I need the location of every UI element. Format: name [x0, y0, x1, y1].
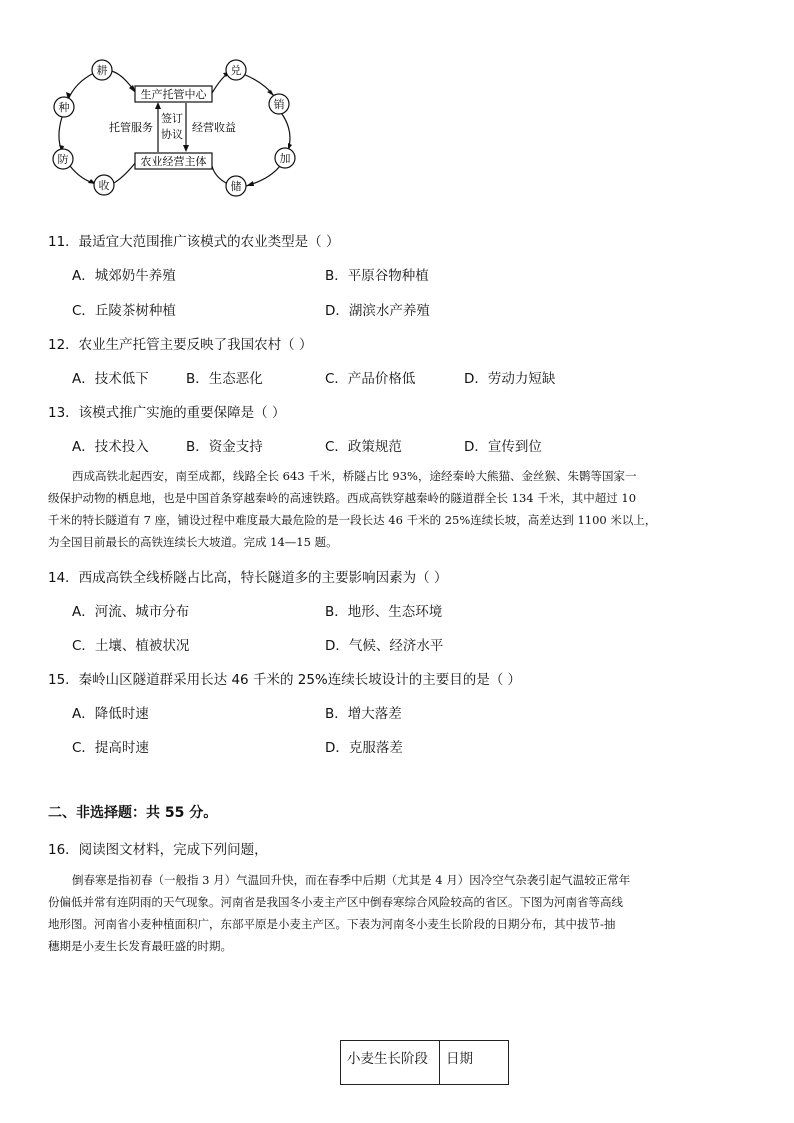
passage1-line: 千米的特长隧道有 7 座，铺设过程中难度最大最危险的是一段长达 46 千米的 25%连续长坡，高差达到 1100 米以上，: [48, 513, 657, 527]
node-shou: 收: [98, 179, 110, 192]
section2-title: 二、非选择题：共 55 分。: [48, 805, 218, 821]
q13-option-a[interactable]: A．技术投入: [72, 439, 149, 455]
q12-stem: 12．农业生产托管主要反映了我国农村（ ）: [48, 337, 313, 353]
node-geng: 耕: [96, 64, 108, 77]
q12-option-d[interactable]: D．劳动力短缺: [464, 371, 556, 387]
node-chu: 储: [230, 180, 242, 193]
q14-option-a[interactable]: A．河流、城市分布: [72, 604, 190, 620]
arrowhead: [246, 181, 254, 186]
down-arrowhead: [183, 145, 189, 152]
q14-option-d[interactable]: D．气候、经济水平: [325, 638, 444, 654]
passage1-line: 西成高铁北起西安，南至成都，线路全长 643 千米，桥隧占比 93%，途经秦岭大熊猫、金丝猴、朱鹮等国家一: [72, 469, 637, 483]
header-date: 日期: [446, 1051, 473, 1067]
q13-option-b[interactable]: B．资金支持: [186, 439, 263, 455]
q14-stem: 14．西成高铁全线桥隧占比高，特长隧道多的主要影响因素为（ ）: [48, 570, 448, 586]
left-loop-arc: [112, 162, 136, 184]
top-box-label: 生产托管中心: [140, 88, 207, 101]
node-jia: 加: [279, 152, 291, 165]
left-label: 托管服务: [109, 121, 153, 134]
up-arrowhead: [155, 102, 161, 109]
q12-option-a[interactable]: A．技术低下: [72, 371, 149, 387]
middle-label-2: 协议: [161, 128, 183, 141]
q11-option-b[interactable]: B．平原谷物种植: [325, 268, 429, 284]
q16-stem: 16．阅读图文材料，完成下列问题，: [48, 842, 268, 858]
node-dui: 兑: [230, 64, 242, 77]
q15-option-b[interactable]: B．增大落差: [325, 706, 402, 722]
q16-line: 穗期是小麦生长发育最旺盛的时期。: [48, 939, 232, 953]
q11-stem: 11．最适宜大范围推广该模式的农业类型是（ ）: [48, 234, 340, 250]
q14-option-b[interactable]: B．地形、生态环境: [325, 604, 443, 620]
q12-option-c[interactable]: C．产品价格低: [325, 371, 416, 387]
middle-label-1: 签订: [161, 112, 183, 125]
passage1-line: 级保护动物的栖息地，也是中国首条穿越秦岭的高速铁路。西成高铁穿越秦岭的隧道群全长 134 千米，其中超过 10: [48, 491, 637, 505]
q11-option-c[interactable]: C．丘陵茶树种植: [72, 303, 176, 319]
q13-option-d[interactable]: D．宣传到位: [464, 439, 542, 455]
q16-line: 份偏低并常有连阴雨的天气现象。河南省是我国冬小麦主产区中倒春寒综合风险较高的省区。下图为河南省等高线: [48, 895, 623, 909]
table-header-cell: [341, 1041, 440, 1085]
passage1-line: 为全国目前最长的高铁连续长大坡道。完成 14—15 题。: [48, 535, 338, 549]
table-header-row: [341, 1041, 509, 1085]
q12-option-b[interactable]: B．生态恶化: [186, 371, 263, 387]
q15-stem: 15．秦岭山区隧道群采用长达 46 千米的 25%连续长坡设计的主要目的是（ ）: [48, 672, 522, 688]
q14-option-c[interactable]: C．土壤、植被状况: [72, 638, 190, 654]
wheat-stage-table: [340, 1040, 509, 1085]
q11-option-d[interactable]: D．湖滨水产养殖: [325, 303, 430, 319]
header-stage: 小麦生长阶段: [347, 1051, 428, 1067]
node-zhong: 种: [58, 101, 70, 114]
q13-option-c[interactable]: C．政策规范: [325, 439, 402, 455]
right-loop-arc: [212, 166, 228, 184]
arrowhead: [267, 90, 274, 96]
node-xiao: 销: [273, 98, 285, 111]
q11-option-a[interactable]: A．城郊奶牛养殖: [72, 268, 176, 284]
q16-line: 倒春寒是指初春（一般指 3 月）气温回升快，而在春季中后期（尤其是 4 月）因冷空气杂袭引起气温较正常年: [72, 873, 631, 887]
left-loop-arc: [68, 73, 94, 100]
table-header-cell: [440, 1041, 509, 1085]
q15-option-c[interactable]: C．提高时速: [72, 740, 149, 756]
q15-option-d[interactable]: D．克服落差: [325, 740, 403, 756]
right-label: 经营收益: [192, 121, 236, 134]
q16-line: 地形图。河南省小麦种植面积广，东部平原是小麦主产区。下表为河南冬小麦生长阶段的日期分布，其中拔节-抽: [48, 917, 616, 931]
q13-stem: 13．该模式推广实施的重要保障是（ ）: [48, 405, 286, 421]
agri-hosting-diagram: [0, 0, 794, 210]
q15-option-a[interactable]: A．降低时速: [72, 706, 149, 722]
bottom-box-label: 农业经营主体: [140, 155, 207, 168]
node-fang: 防: [57, 153, 69, 166]
